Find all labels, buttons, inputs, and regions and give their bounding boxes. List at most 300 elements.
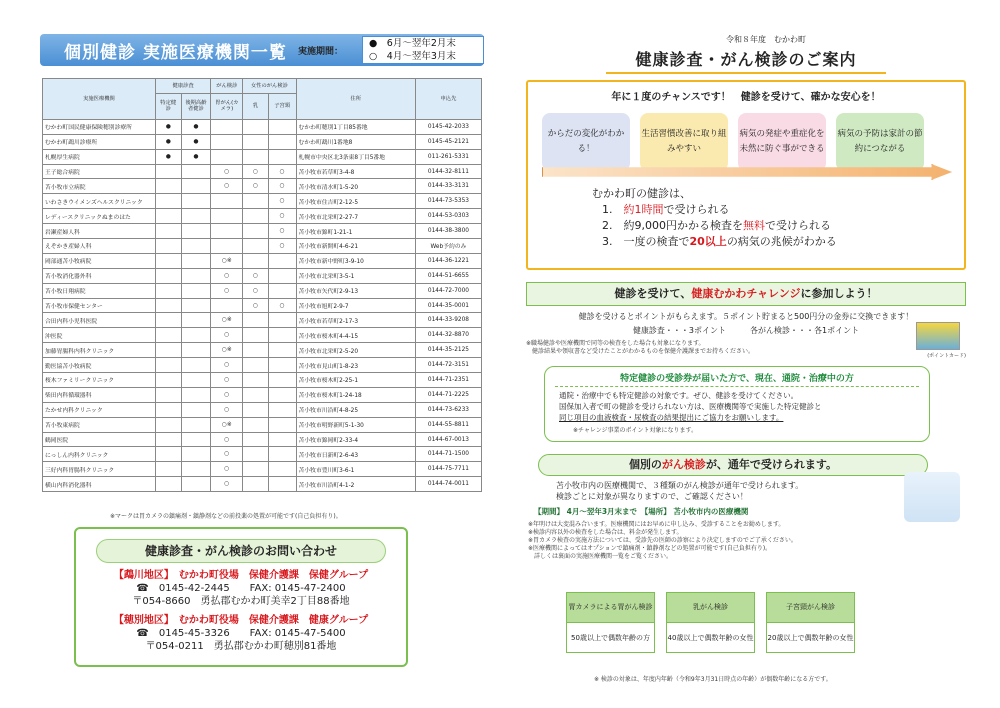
- benefit-card-3: 病気の発症や重症化を未然に防ぐ事ができる: [738, 113, 826, 171]
- special-head: 特定健診の受診券が届いた方で、現在、通院・治療中の方: [555, 371, 919, 387]
- table-row: [43, 462, 482, 477]
- mark-nyu: [243, 239, 269, 254]
- cancer-c: が、通年で受けられます。: [705, 458, 838, 471]
- table-row: [43, 358, 482, 373]
- doctor-illustration: [904, 472, 960, 522]
- inst-address: 苫小牧市錦岡町2-33-4: [296, 432, 415, 447]
- mark-shikyu: [268, 283, 296, 298]
- mark-kouki: ●: [181, 119, 211, 134]
- inst-address: 苫小牧市北栄町3-5-1: [296, 268, 415, 283]
- cancer-note-2: ※検診内容以外の検査をした場合は、料金が発生します。: [528, 529, 683, 536]
- inst-tel: 011-261-5331: [415, 149, 481, 164]
- benefit-card-1: からだの変化がわかる！: [542, 113, 630, 171]
- mark-shikyu: ○: [268, 224, 296, 239]
- table-note: ※マークは胃カメラの鎮痛剤・鎮静剤などの前投薬の処置が可能です(自己負担有り)。: [110, 513, 342, 520]
- target-cervical: 20歳以上で偶数年齢の女性: [767, 623, 855, 653]
- mark-shikyu: [268, 313, 296, 328]
- inst-address: 苫小牧市新開町4-6-21: [296, 239, 415, 254]
- mark-kouki: [181, 298, 211, 313]
- mark-tokutei: [155, 298, 181, 313]
- inst-tel: 0144-73-5353: [415, 194, 481, 209]
- inst-name: 柴田内科循環器科: [43, 387, 156, 402]
- inst-address: 苫小牧市日新町2-6-43: [296, 447, 415, 462]
- p3a: 3. 一度の検査で: [602, 235, 690, 248]
- mark-shikyu: [268, 343, 296, 358]
- table-row: [43, 432, 482, 447]
- mark-igan: [211, 119, 243, 134]
- benefits-box: [526, 80, 966, 270]
- mark-nyu: [243, 253, 269, 268]
- cancer-b: がん検診: [661, 458, 706, 471]
- point-card-image: [916, 322, 960, 350]
- mark-shikyu: [268, 432, 296, 447]
- inst-address: 苫小牧市見山町1-8-23: [296, 358, 415, 373]
- inst-name: 桜木ファミリークリニック: [43, 373, 156, 388]
- mark-igan: ○: [211, 462, 243, 477]
- inst-address: 苫小牧市錦町1-21-1: [296, 224, 415, 239]
- th-tel: 申込先: [415, 79, 481, 120]
- mark-kouki: [181, 477, 211, 492]
- table-row: [43, 328, 482, 343]
- mark-nyu: ○: [243, 179, 269, 194]
- inst-name: 苫小牧東病院: [43, 417, 156, 432]
- inst-address: 苫小牧市豊川町3-6-1: [296, 462, 415, 477]
- mark-nyu: [243, 477, 269, 492]
- table-row: [43, 209, 482, 224]
- p1a: 1.: [602, 203, 624, 216]
- mark-igan: [211, 134, 243, 149]
- cancer-intro-2: 検診ごとに対象が異なりますので、ご確認ください！: [556, 492, 748, 501]
- mark-shikyu: [268, 387, 296, 402]
- inst-address: 苫小牧市桜木町2-25-1: [296, 373, 415, 388]
- mark-nyu: [243, 402, 269, 417]
- th-kouki: 後期高齢者健診: [181, 93, 211, 119]
- p3b: 20以上: [689, 235, 727, 248]
- type-breast: 乳がん検診: [667, 593, 755, 623]
- mark-nyu: ○: [243, 283, 269, 298]
- mark-nyu: ○: [243, 268, 269, 283]
- banner-title: 個別健診 実施医療機関一覧: [64, 42, 287, 63]
- inst-name: えぞかき産婦人科: [43, 239, 156, 254]
- mark-nyu: ○: [243, 298, 269, 313]
- cancer-intro-1: 苫小牧市内の医療機関で、３種類のがん検診が通年で受けられます。: [556, 481, 804, 490]
- th-josei: 女性のがん検診: [243, 79, 296, 94]
- mark-tokutei: [155, 313, 181, 328]
- mark-kouki: [181, 194, 211, 209]
- mark-igan: ○: [211, 283, 243, 298]
- mark-shikyu: ○: [268, 239, 296, 254]
- institution-table: [42, 78, 482, 492]
- mark-kouki: [181, 313, 211, 328]
- mark-nyu: [243, 343, 269, 358]
- mark-nyu: [243, 224, 269, 239]
- challenge-text-2: 健康診査・・・3ポイント 各がん検診・・・各1ポイント: [632, 326, 860, 335]
- contact-title: 健康診査・がん検診のお問い合わせ: [96, 539, 386, 563]
- mark-nyu: [243, 358, 269, 373]
- mark-kouki: [181, 387, 211, 402]
- inst-tel: 0144-35-2125: [415, 343, 481, 358]
- inst-address: 苫小牧市桜木町4-4-15: [296, 328, 415, 343]
- mark-igan: [211, 209, 243, 224]
- special-2: 国保加入者で町の健診を受けられない方は、医療機関等で実施した特定健診と: [559, 402, 822, 411]
- inst-tel: 0144-74-0011: [415, 477, 481, 492]
- cancer-types-table: [566, 592, 855, 653]
- inst-tel: 0144-33-3131: [415, 179, 481, 194]
- challenge-text-1: 健診を受けるとポイントがもらえます。５ポイント貯まると500円分の金券に交換できます！: [578, 312, 914, 321]
- mark-igan: [211, 298, 243, 313]
- mark-tokutei: [155, 283, 181, 298]
- mark-nyu: [243, 432, 269, 447]
- mark-igan: ○: [211, 358, 243, 373]
- mark-nyu: [243, 373, 269, 388]
- th-addr: 住所: [296, 79, 415, 120]
- inst-tel: 0144-71-1500: [415, 447, 481, 462]
- mark-tokutei: [155, 209, 181, 224]
- mark-nyu: [243, 209, 269, 224]
- cancer-note-4: ※医療機関によってはオプションで鎮痛剤・鎮静剤などの処置が可能です(自己負担有り)。: [528, 545, 772, 552]
- benefits-lead: 年に１度のチャンスです！ 健診を受けて、確かな安心を！: [611, 92, 881, 103]
- mark-shikyu: ○: [268, 194, 296, 209]
- mark-kouki: [181, 462, 211, 477]
- inst-address: 苫小牧市若草町2-17-3: [296, 313, 415, 328]
- challenge-note-2: 健診結果や領収書など受けたことがわかるものを保健介護課までお持ちください。: [526, 348, 755, 355]
- mark-igan: ○※: [211, 417, 243, 432]
- mark-shikyu: [268, 417, 296, 432]
- th-kenshin: 健康診査: [155, 79, 210, 94]
- inst-tel: 0144-35-0001: [415, 298, 481, 313]
- inst-tel: 0144-75-7711: [415, 462, 481, 477]
- mark-igan: ○: [211, 179, 243, 194]
- mark-shikyu: [268, 462, 296, 477]
- mark-tokutei: [155, 402, 181, 417]
- cancer-period: 【期間】 4月〜翌年3月末まで 【場所】 苫小牧市内の医療機関: [534, 507, 749, 516]
- inst-name: 苫小牧市立病院: [43, 179, 156, 194]
- special-note: ※チャレンジ事業のポイント対象になります。: [573, 427, 698, 434]
- inst-name: 合田内科小児科医院: [43, 313, 156, 328]
- point-card-label: (ポイントカード): [927, 353, 966, 359]
- inst-tel: 0144-32-8111: [415, 164, 481, 179]
- mark-kouki: ●: [181, 149, 211, 164]
- mark-tokutei: [155, 224, 181, 239]
- mark-kouki: ●: [181, 134, 211, 149]
- point-2: [592, 218, 837, 234]
- mark-kouki: [181, 373, 211, 388]
- cancer-a: 個別の: [628, 458, 662, 471]
- th-nyu: 乳: [243, 93, 269, 119]
- mark-igan: ○: [211, 432, 243, 447]
- mark-nyu: [243, 387, 269, 402]
- mukawa-area: 【鵡川地区】 むかわ町役場 保健介護課 保健グループ: [113, 570, 369, 581]
- point-3: [592, 234, 837, 250]
- inst-name: 横山内科消化器科: [43, 477, 156, 492]
- mark-tokutei: [155, 179, 181, 194]
- inst-name: 加藤胃腸科内科クリニック: [43, 343, 156, 358]
- p3c: の病気の兆候がわかる: [726, 235, 837, 248]
- inst-name: むかわ町鵡川診療所: [43, 134, 156, 149]
- inst-address: 札幌市中央区北3条東8丁目5番地: [296, 149, 415, 164]
- mark-igan: [211, 149, 243, 164]
- inst-tel: 0144-71-2351: [415, 373, 481, 388]
- mark-tokutei: [155, 343, 181, 358]
- table-row: [43, 194, 482, 209]
- inst-name: 岩瀬産婦人科: [43, 224, 156, 239]
- inst-address: 苫小牧市旭町2-9-7: [296, 298, 415, 313]
- table-row: [43, 239, 482, 254]
- mark-shikyu: [268, 447, 296, 462]
- mark-shikyu: [268, 268, 296, 283]
- hobetsu-tel: ☎ 0145-45-3326 FAX: 0145-47-5400: [136, 628, 346, 639]
- type-cervical: 子宮頸がん検診: [767, 593, 855, 623]
- mark-nyu: [243, 328, 269, 343]
- mark-kouki: [181, 328, 211, 343]
- benefit-points: [592, 186, 837, 250]
- mark-kouki: [181, 283, 211, 298]
- mark-kouki: [181, 253, 211, 268]
- hobetsu-address: 〒054-0211 勇払郡むかわ町穂別81番地: [145, 641, 337, 652]
- inst-tel: 0144-73-6233: [415, 402, 481, 417]
- mark-tokutei: [155, 477, 181, 492]
- table-row: [43, 417, 482, 432]
- mark-shikyu: [268, 328, 296, 343]
- mark-nyu: [243, 417, 269, 432]
- guide-title: 健康診査・がん検診のご案内: [635, 50, 857, 69]
- mark-tokutei: [155, 239, 181, 254]
- mark-igan: ○※: [211, 253, 243, 268]
- inst-tel: 0144-55-8811: [415, 417, 481, 432]
- mark-shikyu: ○: [268, 298, 296, 313]
- p1c: で受けられる: [663, 203, 730, 216]
- mark-nyu: [243, 149, 269, 164]
- schedule-2: ○ 4月〜翌年3月末: [369, 51, 456, 62]
- mark-igan: ○: [211, 373, 243, 388]
- challenge-b: 健康むかわチャレンジ: [691, 287, 801, 300]
- cancer-head: [538, 454, 928, 476]
- inst-tel: 0144-71-2225: [415, 387, 481, 402]
- benefit-card-4: 病気の予防は家計の節約につながる: [836, 113, 924, 171]
- inst-name: 鶴岡医院: [43, 432, 156, 447]
- mark-shikyu: ○: [268, 164, 296, 179]
- special-1: 通院・治療中でも特定健診の対象です。ぜひ、健診を受けてください。: [559, 391, 799, 400]
- mark-shikyu: [268, 402, 296, 417]
- inst-name: 勤医協苫小牧病院: [43, 358, 156, 373]
- mark-tokutei: [155, 432, 181, 447]
- mark-tokutei: [155, 328, 181, 343]
- inst-address: 苫小牧市住吉町2-12-5: [296, 194, 415, 209]
- inst-name: 苫小牧消化器外科: [43, 268, 156, 283]
- table-row: [43, 447, 482, 462]
- mark-kouki: [181, 343, 211, 358]
- mark-kouki: [181, 417, 211, 432]
- table-row: [43, 119, 482, 134]
- mark-shikyu: ○: [268, 179, 296, 194]
- inst-tel: 0144-51-6655: [415, 268, 481, 283]
- mark-igan: ○: [211, 447, 243, 462]
- table-row: [43, 313, 482, 328]
- inst-address: むかわ町穂別1丁目85番地: [296, 119, 415, 134]
- table-row: [43, 283, 482, 298]
- mark-igan: ○: [211, 164, 243, 179]
- inst-tel: 0144-72-7000: [415, 283, 481, 298]
- gap: [755, 623, 767, 653]
- mark-kouki: [181, 402, 211, 417]
- mukawa-tel: ☎ 0145-42-2445 FAX: 0145-47-2400: [136, 583, 346, 594]
- inst-name: 苫小牧市保健センター: [43, 298, 156, 313]
- mark-igan: ○: [211, 268, 243, 283]
- p2a: 2. 約9,000円かかる検査を: [602, 219, 743, 232]
- inst-address: 苫小牧市清水町1-5-20: [296, 179, 415, 194]
- mark-igan: ○※: [211, 313, 243, 328]
- mark-nyu: [243, 119, 269, 134]
- target-stomach: 50歳以上で偶数年齢の方: [567, 623, 655, 653]
- th-gan: がん検診: [211, 79, 243, 94]
- inst-name: 王子総合病院: [43, 164, 156, 179]
- cancer-note-3: ※胃カメラ検査の実施方法については、受診先の医師の診察により決定しますのでご了承ください。: [528, 537, 797, 544]
- mark-tokutei: [155, 373, 181, 388]
- contact-box: [74, 527, 408, 667]
- benefit-card-2: 生活習慣改善に取り組みやすい: [640, 113, 728, 171]
- mark-tokutei: [155, 417, 181, 432]
- mark-tokutei: [155, 447, 181, 462]
- mark-shikyu: ○: [268, 209, 296, 224]
- mark-tokutei: ●: [155, 149, 181, 164]
- mark-igan: ○: [211, 402, 243, 417]
- inst-address: むかわ町鵡川1番地8: [296, 134, 415, 149]
- mark-shikyu: [268, 477, 296, 492]
- age-footnote: ※ 検診の対象は、年度内年齢（令和9年3月31日時点の年齢）が偶数年齢になる方です。: [594, 676, 832, 683]
- mark-tokutei: [155, 387, 181, 402]
- inst-tel: 0144-36-1221: [415, 253, 481, 268]
- point-1: [592, 202, 837, 218]
- inst-tel: 0144-32-8870: [415, 328, 481, 343]
- mark-kouki: [181, 239, 211, 254]
- hobetsu-area: 【穂別地区】 むかわ町役場 保健介護課 健康グループ: [113, 615, 369, 626]
- challenge-head: [526, 282, 966, 306]
- special-body: [555, 390, 919, 435]
- gap: [655, 593, 667, 623]
- table-row: [43, 477, 482, 492]
- inst-address: 苫小牧市川沿町4-1-2: [296, 477, 415, 492]
- challenge-notes: [526, 340, 966, 362]
- gap: [655, 623, 667, 653]
- mark-nyu: [243, 447, 269, 462]
- inst-name: 岡部通苫小牧病院: [43, 253, 156, 268]
- mark-nyu: [243, 462, 269, 477]
- table-row: [43, 149, 482, 164]
- p2b: 無料: [743, 219, 765, 232]
- challenge-c: に参加しよう！: [800, 287, 878, 300]
- mark-kouki: [181, 179, 211, 194]
- mark-tokutei: ●: [155, 134, 181, 149]
- list-banner: [40, 34, 484, 66]
- period-label: 実施期間：: [298, 46, 344, 57]
- right-panel: [526, 34, 966, 561]
- inst-address: 苫小牧市明野新町5-1-30: [296, 417, 415, 432]
- schedule-1: ● 6月〜翌年2月末: [369, 38, 456, 49]
- mark-tokutei: [155, 253, 181, 268]
- mark-igan: ○: [211, 328, 243, 343]
- target-breast: 40歳以上で偶数年齢の女性: [667, 623, 755, 653]
- mark-kouki: [181, 358, 211, 373]
- inst-tel: 0144-38-3800: [415, 224, 481, 239]
- inst-name: いわさきウイメンズヘルスクリニック: [43, 194, 156, 209]
- table-row: [43, 224, 482, 239]
- mark-nyu: ○: [243, 164, 269, 179]
- schedule-legend: [362, 36, 484, 64]
- type-stomach: 胃カメラによる胃がん検診: [567, 593, 655, 623]
- inst-address: 苫小牧市新中野町3-9-10: [296, 253, 415, 268]
- mark-igan: ○: [211, 477, 243, 492]
- challenge-a: 健診を受けて、: [614, 287, 692, 300]
- title-underline: [606, 72, 886, 74]
- th-inst: 実施医療機関: [43, 79, 156, 120]
- challenge-note-1: ※職場健診や医療機関で同等の検査をした場合も対象になります。: [526, 340, 705, 347]
- inst-tel: 0144-72-3151: [415, 358, 481, 373]
- mark-nyu: [243, 194, 269, 209]
- mark-tokutei: [155, 268, 181, 283]
- inst-address: 苫小牧市川沿町4-8-25: [296, 402, 415, 417]
- table-row: [43, 179, 482, 194]
- th-tokutei: 特定健診: [155, 93, 181, 119]
- mark-kouki: [181, 224, 211, 239]
- inst-tel: 0144-53-0303: [415, 209, 481, 224]
- inst-name: たかせ内科クリニック: [43, 402, 156, 417]
- mark-igan: ○: [211, 387, 243, 402]
- mark-tokutei: [155, 358, 181, 373]
- mukawa-address: 〒054-8660 勇払郡むかわ町美幸2丁目88番地: [132, 596, 350, 607]
- inst-tel: 0145-42-2033: [415, 119, 481, 134]
- inst-address: 苫小牧市矢代町2-9-13: [296, 283, 415, 298]
- mark-kouki: [181, 164, 211, 179]
- th-igan: 胃がん(カメラ): [211, 93, 243, 119]
- mark-nyu: [243, 134, 269, 149]
- mark-shikyu: [268, 134, 296, 149]
- table-row: [43, 268, 482, 283]
- special-checkup-box: [544, 366, 930, 442]
- inst-name: レディースクリニックぬまのはた: [43, 209, 156, 224]
- mark-shikyu: [268, 253, 296, 268]
- cancer-notes: [528, 521, 966, 561]
- mark-shikyu: [268, 358, 296, 373]
- mark-nyu: [243, 313, 269, 328]
- contact-mukawa: [76, 569, 406, 608]
- table-row: [43, 253, 482, 268]
- p1b: 約1時間: [623, 203, 664, 216]
- mark-igan: [211, 224, 243, 239]
- inst-name: 沖医院: [43, 328, 156, 343]
- mark-shikyu: [268, 119, 296, 134]
- table-row: [43, 387, 482, 402]
- table-row: [43, 373, 482, 388]
- inst-tel: Web予約のみ: [415, 239, 481, 254]
- mark-tokutei: ●: [155, 119, 181, 134]
- inst-address: 苫小牧市若草町3-4-8: [296, 164, 415, 179]
- inst-tel: 0144-33-9208: [415, 313, 481, 328]
- inst-address: 苫小牧市桜木町1-24-18: [296, 387, 415, 402]
- mark-igan: ○※: [211, 343, 243, 358]
- cancer-note-5: 詳しくは裏面の実施医療機関一覧をご覧ください。: [528, 553, 673, 560]
- table-row: [43, 298, 482, 313]
- inst-tel: 0144-67-0013: [415, 432, 481, 447]
- table-row: [43, 402, 482, 417]
- fiscal-year: 令和８年度 むかわ町: [726, 35, 806, 44]
- mark-kouki: [181, 432, 211, 447]
- table-row: [43, 164, 482, 179]
- contact-hobetsu: [76, 614, 406, 653]
- mark-kouki: [181, 447, 211, 462]
- inst-name: むかわ町国民健康保険穂別診療所: [43, 119, 156, 134]
- mark-tokutei: [155, 462, 181, 477]
- table-row: [43, 343, 482, 358]
